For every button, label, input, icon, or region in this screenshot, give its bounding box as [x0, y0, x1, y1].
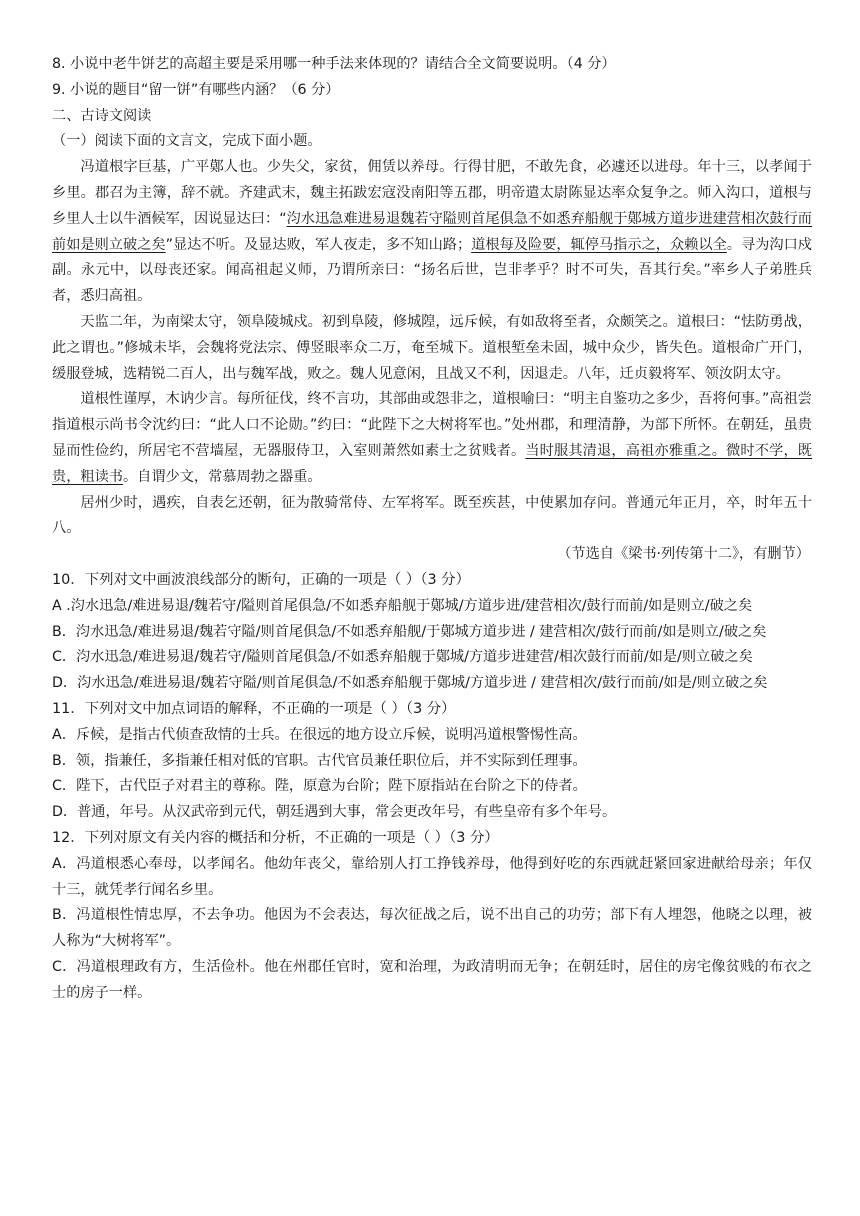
passage-text: 。寻为沟口戍副。永元中，以母丧还家。闻高祖起义师，乃谓所亲曰：“扬名后世，岂非孝乎？时不可失，吾其行矣。”率乡人子弟胜兵者，悉归高祖。 — [52, 236, 812, 305]
passage-source: （节选自《梁书·列传第十二》，有删节） — [557, 546, 810, 563]
passage-paragraph-2: 天监二年，为南梁太守，领阜陵城戍。初到阜陵，修城隍，远斥候，有如敌将至者，众颇笑之。道根曰：“怯防勇战，此之谓也。”修城未毕，会魏将党法宗、傅竖眼率众二万，奄至城下。道根堑垒未固，城中众少，皆失色。道根命广开门，缓服登城，选精锐二百人，出与魏军战，败之。魏人见意闲，且战又不利，因退走。八年，迁贞毅将军、领汝阴太守。 — [52, 313, 812, 382]
question-11 — [52, 697, 812, 826]
question-8: 8. 小说中老牛饼艺的高超主要是采用哪一种手法来体现的？请结合全文简要说明。（4 分） — [52, 56, 616, 72]
question-stem: 10．下列对文中画波浪线部分的断句，正确的一项是（ ）（3 分） — [52, 571, 470, 588]
wavy-underlined-text: 汮水迅急难进易退魏若守隘则首尾俱急不如悉弃船舰于鄚城方道步进建营相次鼓行而前如是则立破之矣 — [52, 210, 812, 253]
option-b: B．冯道根性情忠厚，不去争功。他因为不会表达，每次征战之后，说不出自己的功劳；部下有人埋怨，他晓之以理，被人称为“大树将军”。 — [52, 907, 812, 950]
option-a: A．冯道根悉心奉母，以孝闻名。他幼年丧父，靠给别人打工挣钱养母，他得到好吃的东西就赶紧回家进献给母亲；年仅十三，就凭孝行闻名乡里。 — [52, 855, 812, 898]
question-stem: 11．下列对文中加点词语的解释，不正确的一项是（ ）（3 分） — [52, 700, 456, 717]
option-d: D．普通，年号。从汉武帝到元代，朝廷遇到大事，常会更改年号，有些皇帝有多个年号。 — [52, 804, 617, 821]
option-a: A．斥候，是指古代侦查敌情的士兵。在很远的地方设立斥候，说明冯道根警惕性高。 — [52, 726, 587, 743]
option-a: A .汮水迅急/难进易退/魏若守/隘则首尾俱急/不如悉弃船舰于鄚城/方道步进/建营相次/鼓行而前/如是则立/破之矣 — [52, 597, 753, 614]
subsection-title: （一）阅读下面的文言文，完成下面小题。 — [52, 133, 322, 150]
option-c: C．冯道根理政有方，生活俭朴。他在州郡任官时，宽和治理，为政清明而无争；在朝廷时，居住的房宅像贫贱的布衣之士的房子一样。 — [52, 958, 812, 1001]
passage-text: ”显达不听。及显达败，军人夜走，多不知山路； — [165, 236, 472, 253]
passage-text: 道根性谨厚，木讷少言。每所征伐，终不言功，其部曲或怨非之，道根喻曰：“明主自鉴功之多少，吾将何事。”高祖尝指道根示尚书令沈约曰：“此人口不论勋。”约曰：“此陛下之大树将军也。”处州郡，和理清静，为部下所怀。在朝廷，虽贵显而性俭约，所居宅不营墙屋，无器服侍卫，入室则萧然如素士之贫贱者。 — [52, 391, 812, 459]
option-c: C．陛下，古代臣子对君主的尊称。陛，原意为台阶；陛下原指站在台阶之下的侍者。 — [52, 778, 587, 795]
question-stem: 12．下列对原文有关内容的概括和分析，不正确的一项是（ ）（3 分） — [52, 829, 499, 846]
passage-paragraph-4: 居州少时，遇疾，自表乞还朝，征为散骑常侍、左军将军。既至疾甚，中使累加存问。普通元年正月，卒，时年五十八。 — [52, 494, 812, 537]
passage-text: 冯道根字巨基，广平鄚人也。少失父，家贫，佣赁以养母。行得甘肥，不敢先食，必遽还以进母。年十三，以孝闻于乡里。郡召为主簿，辞不就。齐建武末，魏主拓跋宏寇没南阳等五郡，明帝遣太尉陈显达率众复争之。师入沟口，道根与乡里人士以牛酒候军，因说显达曰：“ — [52, 159, 812, 227]
question-10 — [52, 568, 812, 697]
underlined-text: 当时服其清退，高祖亦雅重之。微时不学，既贵，粗读书 — [52, 442, 812, 485]
option-c: C．汮水迅急/难进易退/魏若守/隘则首尾俱急/不如悉弃船舰于鄚城/方道步进建营/相次鼓行而前/如是/则立破之矣 — [52, 649, 753, 666]
option-d: D．汮水迅急/难进易退/魏若守隘/则首尾俱急/不如悉弃船舰于鄚城/方道步进 / 建营相次/鼓行而前/如是/则立破之矣 — [52, 675, 768, 692]
option-b: B．领，指兼任，多指兼任相对低的官职。古代官员兼任职位后，并不实际到任理事。 — [52, 752, 587, 769]
passage-paragraph-1 — [52, 155, 812, 310]
section-title: 二、古诗文阅读 — [52, 107, 152, 124]
passage-text: 。自谓少文，常慕周勃之器重。 — [122, 468, 322, 485]
question-12 — [52, 826, 812, 1007]
option-b: B．汮水迅急/难进易退/魏若守隘/则首尾俱急/不如悉弃船舰/于鄚城方道步进 / 建营相次/鼓行而前/如是则立/破之矣 — [52, 623, 767, 640]
passage-paragraph-3 — [52, 387, 812, 490]
classical-passage — [52, 155, 812, 568]
underlined-text: 道根每及险要，辄停马指示之，众赖以全 — [471, 236, 727, 253]
question-9: 9. 小说的题目“留一饼”有哪些内涵？（6 分） — [52, 81, 340, 98]
